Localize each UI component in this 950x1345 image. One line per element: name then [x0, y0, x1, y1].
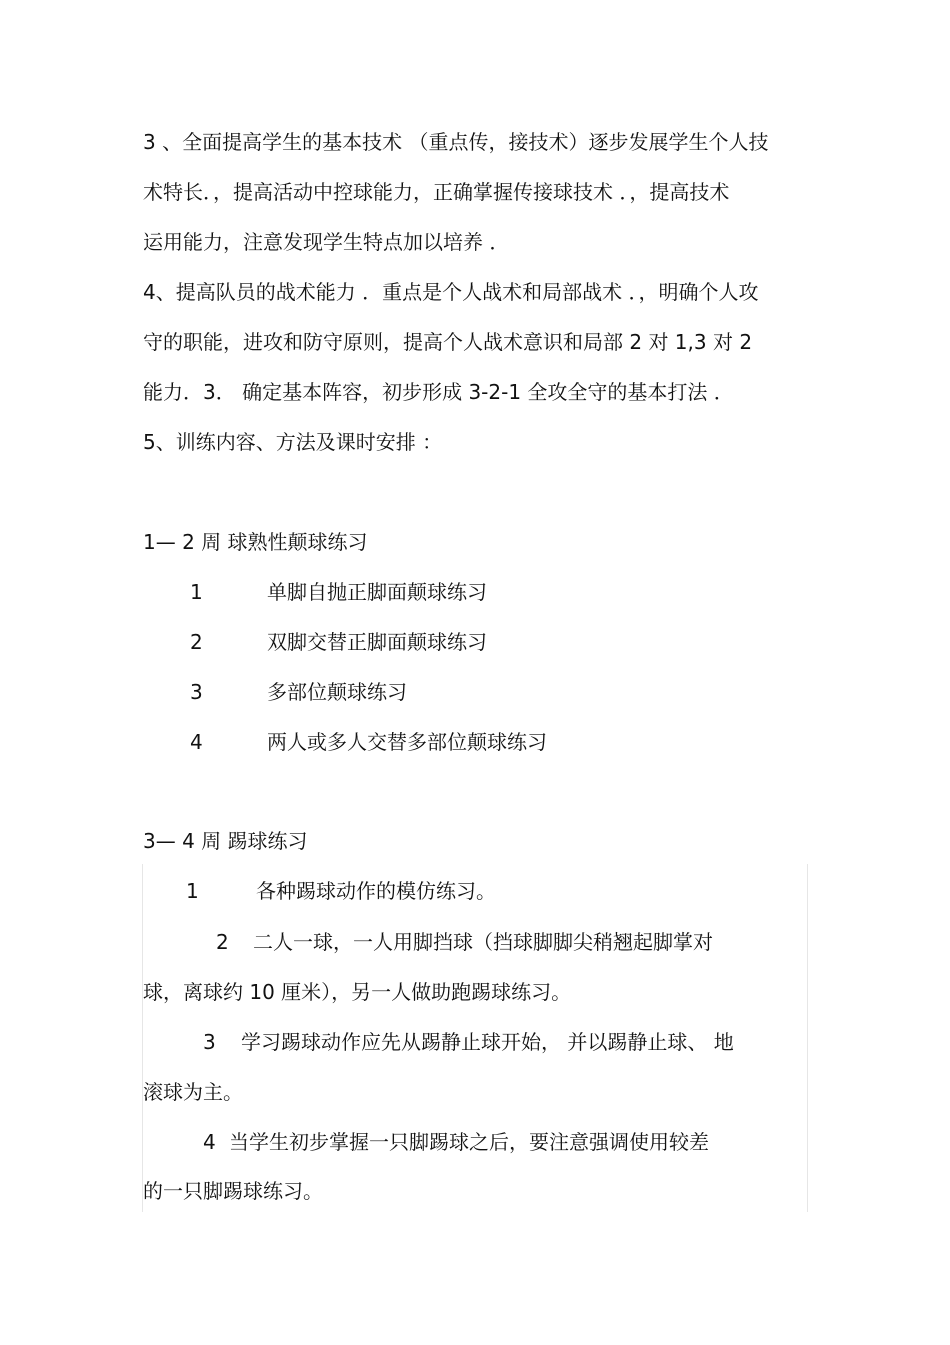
week-1-2-item-2-number: 2: [190, 630, 203, 654]
week-3-4-item-3-number: 3: [203, 1030, 216, 1054]
week-1-2-item-4-number: 4: [190, 730, 203, 754]
week-3-4-item-4-line-2: 的一只脚踢球练习。: [143, 1179, 323, 1203]
week-3-4-item-1-text: 各种踢球动作的模仿练习。: [256, 879, 496, 903]
week-1-2-item-3-text: 多部位颠球练习: [267, 680, 407, 704]
weeks-1-2-heading: 1— 2 周 球熟性颠球练习: [143, 530, 368, 554]
section-5-title: 5、训练内容、方法及课时安排 ：: [143, 430, 443, 454]
section-4-line-2: 守的职能，进攻和防守原则，提高个人战术意识和局部 2 对 1,3 对 2: [143, 330, 753, 354]
week-1-2-item-1-number: 1: [190, 580, 203, 604]
week-1-2-item-4-text: 两人或多人交替多部位颠球练习: [267, 730, 547, 754]
week-3-4-item-2-line-1: 二人一球，一人用脚挡球（挡球脚脚尖稍翘起脚掌对: [253, 930, 713, 954]
section-4-line-1: 4、提高队员的战术能力 ．重点是个人战术和局部战术 ．，明确个人攻: [143, 280, 759, 304]
section-3-line-3: 运用能力，注意发现学生特点加以培养 ．: [143, 230, 510, 254]
week-3-4-item-3-line-2: 滚球为主。: [143, 1080, 243, 1104]
week-3-4-item-3-line-1: 学习踢球动作应先从踢静止球开始， 并以踢静止球、 地: [241, 1030, 734, 1054]
week-1-2-item-2-text: 双脚交替正脚面颠球练习: [267, 630, 487, 654]
week-3-4-item-4-number: 4: [203, 1130, 216, 1154]
week-3-4-item-2-line-2: 球，离球约 10 厘米），另一人做助跑踢球练习。: [143, 980, 572, 1004]
section-4-line-3: 能力．3． 确定基本阵容，初步形成 3-2-1 全攻全守的基本打法 ．: [143, 380, 734, 404]
section-3-line-2: 术特长．，提高活动中控球能力，正确掌握传接球技术 ．，提高技术: [143, 180, 730, 204]
section-3-line-1: 3 、全面提高学生的基本技术 （重点传，接技术）逐步发展学生个人技: [143, 130, 769, 154]
weeks-3-4-heading: 3— 4 周 踢球练习: [143, 829, 308, 853]
week-3-4-item-2-number: 2: [216, 930, 229, 954]
week-1-2-item-1-text: 单脚自抛正脚面颠球练习: [267, 580, 487, 604]
week-1-2-item-3-number: 3: [190, 680, 203, 704]
week-3-4-item-1-number: 1: [186, 879, 199, 903]
week-3-4-item-4-line-1: 当学生初步掌握一只脚踢球之后，要注意强调使用较差: [229, 1130, 709, 1154]
